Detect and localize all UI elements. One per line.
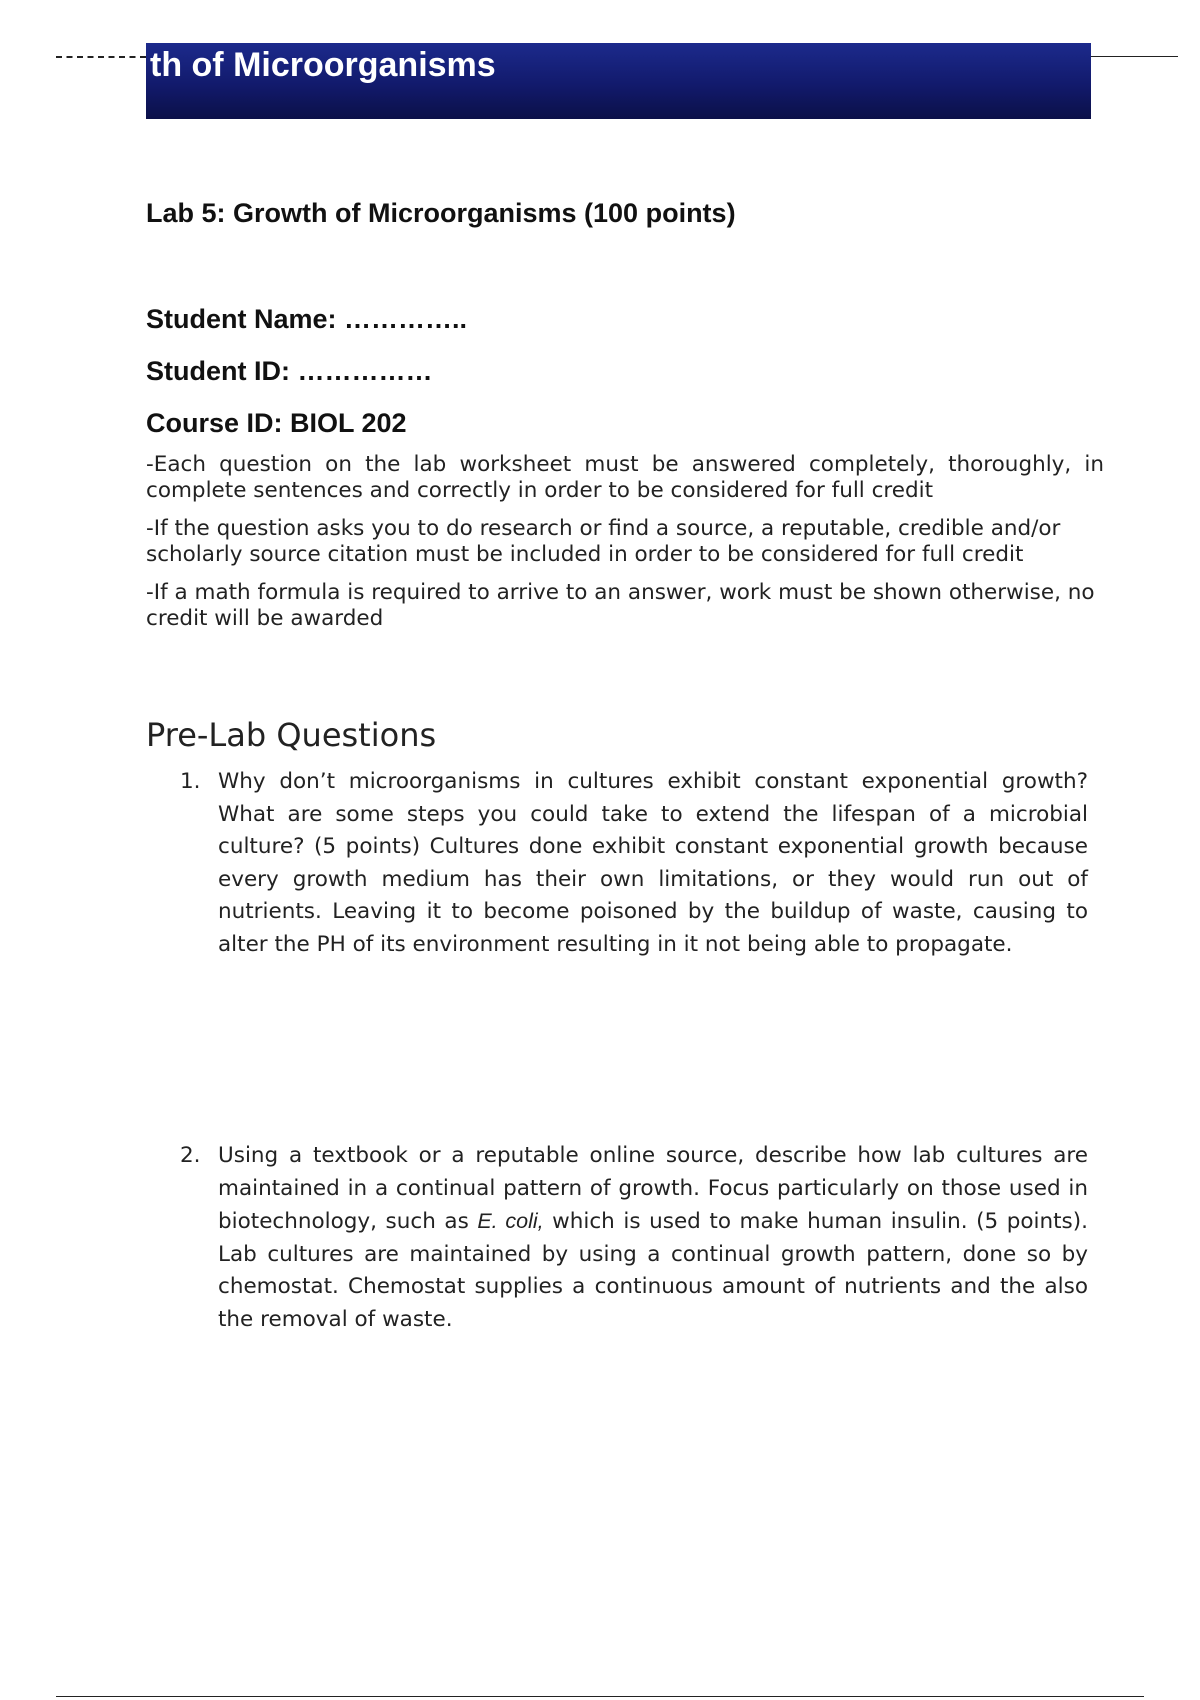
question-text (218, 1140, 1088, 1336)
student-name-field: Student Name: ………….. (146, 304, 468, 334)
question-item (180, 1140, 1088, 1336)
lab-title: Lab 5: Growth of Microorganisms (100 points) (146, 198, 736, 228)
footer-rule (56, 1696, 1144, 1697)
section-heading: Pre-Lab Questions (146, 716, 437, 754)
question-number: 2. (180, 1143, 201, 1168)
organism-name: E. coli, (477, 1209, 544, 1233)
header-banner (146, 43, 1091, 119)
question-text-part: Using a textbook or a reputable online source, describe how lab cultures are maintained in a continual pattern of growth. Focus particularly on those used in biotechnology, such as (218, 1143, 1088, 1234)
header-rule-right (1090, 56, 1178, 57)
header-rule-left (56, 56, 146, 58)
question-text: Why don’t microorganisms in cultures exhibit constant exponential growth? What are some steps you could take to extend the lifespan of a microbial culture? (5 points) Cultures done exhibit constant exponential growth because every growth medium has their own limitations, or they would run out of nutrients. Leaving it to become poisoned by the buildup of waste, causing to alter the PH of its environment resulting in it not being able to propagate. (218, 769, 1088, 957)
instructions (146, 452, 1104, 644)
question-item (180, 766, 1088, 961)
instruction-item: -If the question asks you to do research or find a source, a reputable, credible and/or scholarly source citation must be included in order to be considered for full credit (146, 516, 1061, 567)
question-text-part: which is used to make human insulin. (5 points). Lab cultures are maintained by using a continual growth pattern, done so by chemostat. Chemostat supplies a continuous amount of nutrients and the also the removal of waste. (218, 1209, 1088, 1332)
instruction-item: -Each question on the lab worksheet must be answered completely, thoroughly, in complete sentences and correctly in order to be considered for full credit (146, 452, 1104, 503)
course-id-field: Course ID: BIOL 202 (146, 408, 407, 438)
header-banner-title: th of Microorganisms (150, 46, 496, 84)
instruction-item: -If a math formula is required to arrive to an answer, work must be shown otherwise, no credit will be awarded (146, 580, 1095, 631)
question-number: 1. (180, 769, 201, 794)
student-id-field: Student ID: …………… (146, 356, 433, 386)
